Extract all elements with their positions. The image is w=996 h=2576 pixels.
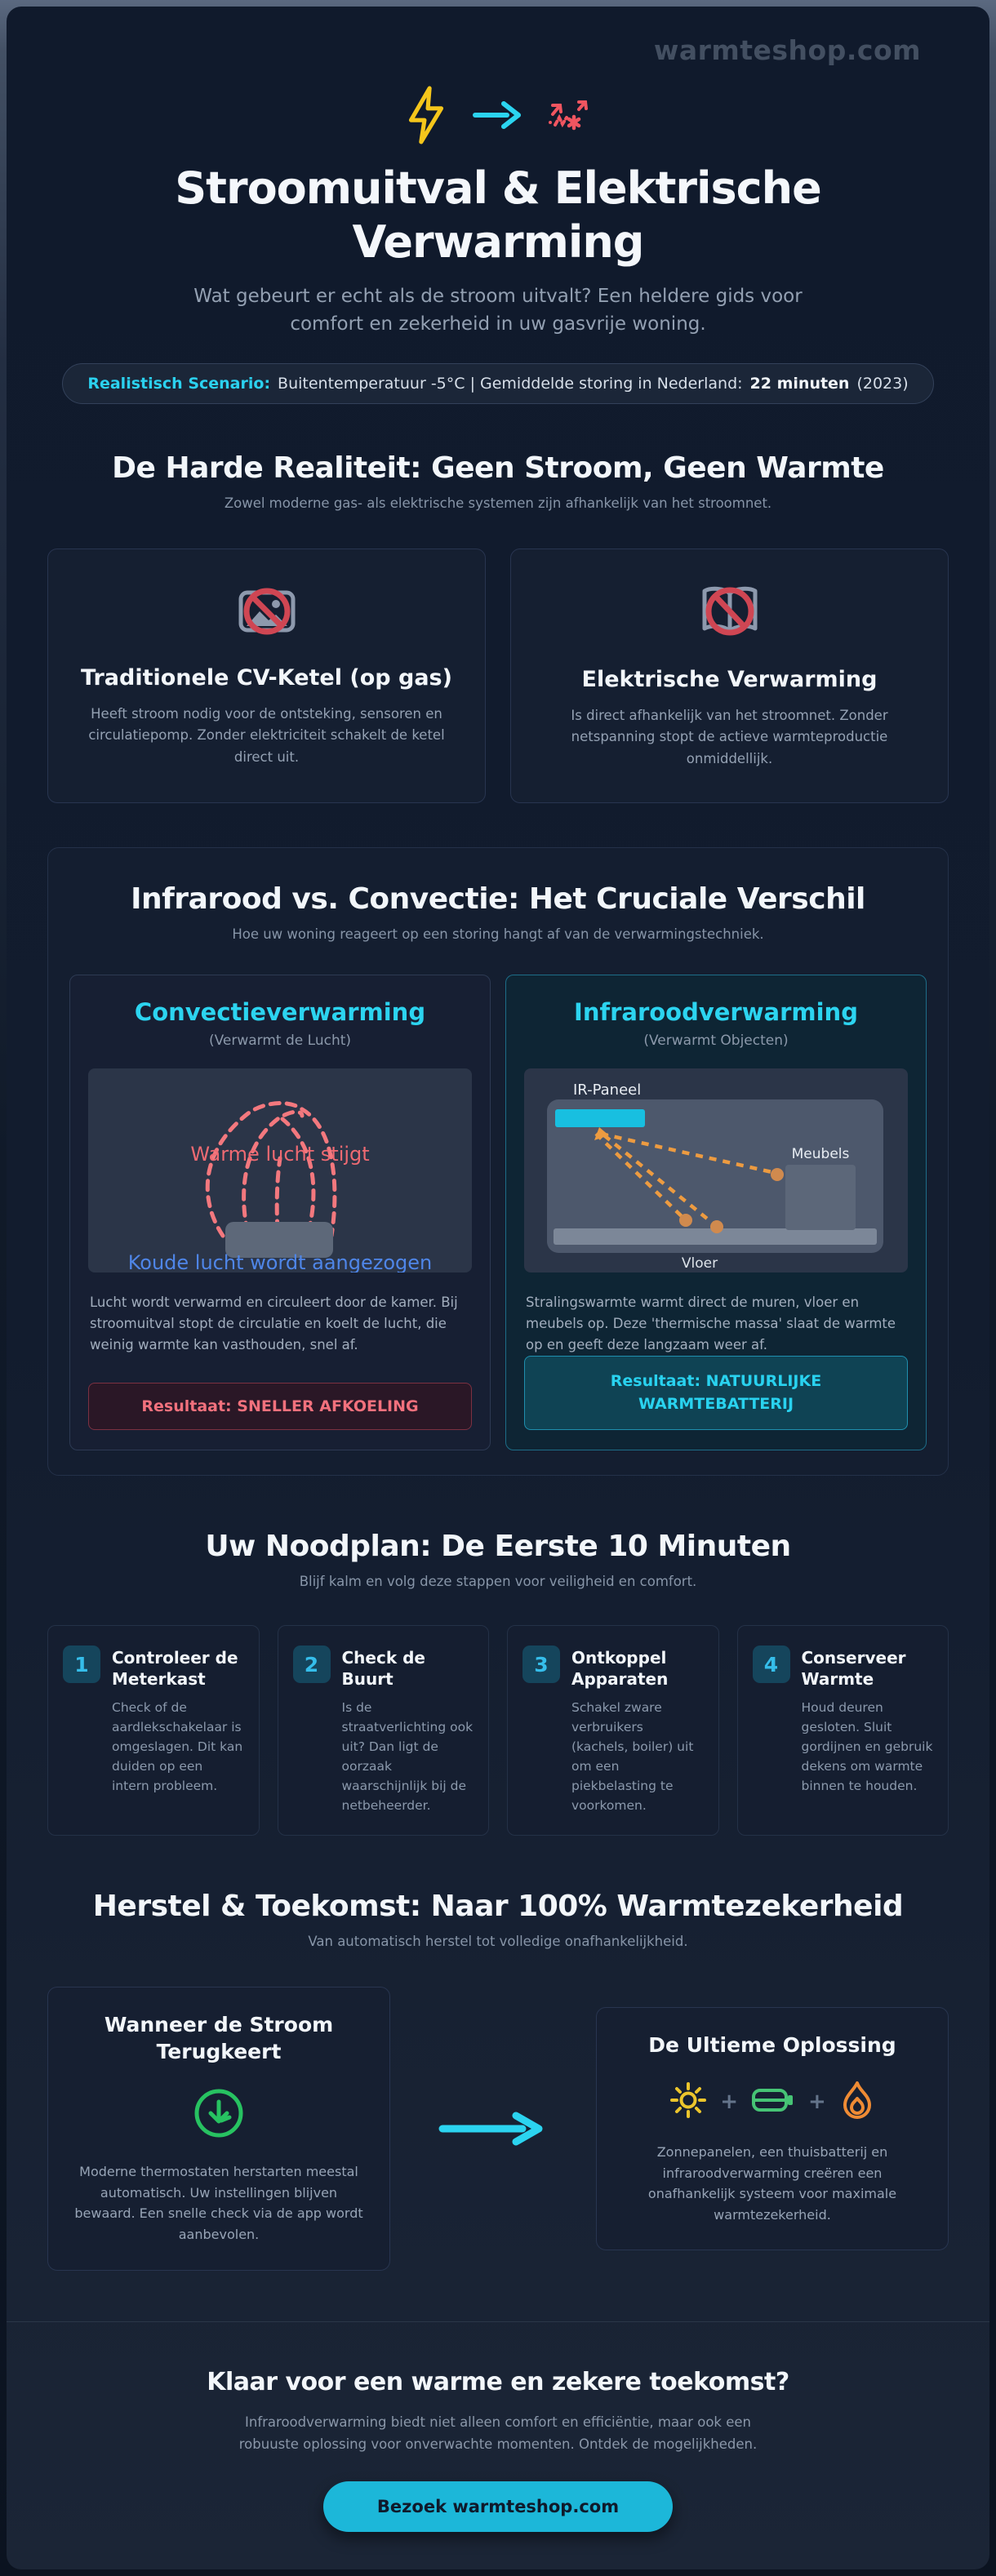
- scenario-text: Buitentemperatuur -5°C | Gemiddelde storing in Nederland:: [278, 374, 743, 393]
- card-convectie: [69, 975, 491, 1450]
- scenario-value: 22 minuten: [749, 374, 850, 393]
- scenario-year: (2023): [856, 374, 909, 393]
- ir-panel-label: IR-Paneel: [573, 1081, 642, 1099]
- convectie-subtitle: (Verwarmt de Lucht): [208, 1032, 352, 1049]
- convectie-result-badge: Resultaat: SNELLER AFKOELING: [88, 1383, 472, 1430]
- reality-heading: De Harde Realiteit: Geen Stroom, Geen Warmte: [112, 451, 884, 485]
- transition-arrow-icon: [398, 2110, 588, 2147]
- card-title: Elektrische Verwarming: [581, 666, 878, 692]
- card-text: Is direct afhankelijk van het stroomnet. Zonder netspanning stopt de actieve warmteproductie onmiddellijk.: [571, 707, 888, 766]
- step-text: Is de straatverlichting ook uit? Dan ligt de oorzaak waarschijnlijk bij de netbeheerder.: [341, 1700, 474, 1814]
- convectie-text: Lucht wordt verwarmd en circuleert door de kamer. Bij stroomuitval stopt de circulatie en koelt de lucht, die weinig warmte kan vasthouden, snel af.: [90, 1294, 458, 1353]
- card-text: Moderne thermostaten herstarten meestal automatisch. Uw instellingen blijven bewaard. Een snelle check via de app wordt aanbevolen.: [74, 2164, 363, 2243]
- step-text: Houd deuren gesloten. Sluit gordijnen en gebruik dekens om warmte binnen te houden.: [801, 1700, 933, 1794]
- card-text: Heeft stroom nodig voor de ontsteking, sensoren en circulatiepomp. Zonder elektriciteit schakelt de ketel direct uit.: [88, 705, 445, 765]
- broken-image-icon: [235, 625, 299, 641]
- scenario-label: Realistisch Scenario:: [87, 374, 271, 393]
- sun-icon: [669, 2081, 707, 2122]
- flame-icon: [839, 2080, 875, 2124]
- footer-divider: [7, 2321, 989, 2322]
- card-ultieme-oplossing: [596, 2007, 949, 2251]
- section-compare: [47, 847, 949, 1476]
- step-text: Schakel zware verbruikers (kachels, boiler) uit om een piekbelasting te voorkomen.: [571, 1700, 694, 1814]
- card-stroom-terugkeert: [47, 1987, 390, 2270]
- infographic-page: [7, 7, 989, 2569]
- card-text: Zonnepanelen, een thuisbatterij en infraroodverwarming creëren een onafhankelijk systeem voor maximale warmtezekerheid.: [647, 2144, 897, 2223]
- step-card-4: [737, 1625, 949, 1836]
- card-elektrische-verwarming: [510, 549, 949, 803]
- cold-air-label: Koude lucht wordt aangezogen: [127, 1250, 433, 1272]
- header-icon-row: [47, 85, 949, 149]
- step-card-1: [47, 1625, 260, 1836]
- step-number-badge: 3: [522, 1646, 560, 1683]
- herstel-heading: Herstel & Toekomst: Naar 100% Warmtezekerheid: [92, 1890, 904, 1924]
- footer-cta: [47, 2368, 949, 2532]
- plus-sign: +: [720, 2090, 738, 2115]
- infrarood-text: Stralingswarmte warmt direct de muren, vloer en meubels op. Deze 'thermische massa' slaat de warmte op en geeft deze langzaam weer af.: [526, 1294, 896, 1353]
- restart-icon: [69, 2086, 368, 2143]
- page-title: Stroomuitval & Elektrische Verwarming: [175, 162, 821, 268]
- arrow-right-icon: [471, 98, 523, 135]
- reality-subheading: Zowel moderne gas- als elektrische systemen zijn afhankelijk van het stroomnet.: [224, 495, 772, 511]
- card-cv-ketel: [47, 549, 486, 803]
- compare-heading: Infrarood vs. Convectie: Het Cruciale Verschil: [131, 882, 865, 916]
- cta-text: Infraroodverwarming biedt niet alleen comfort en efficiëntie, maar ook een robuuste oplossing voor onverwachte momenten. Ontdek de mogelijkheden.: [238, 2414, 758, 2452]
- infrarood-subtitle: (Verwarmt Objecten): [643, 1032, 789, 1049]
- compare-subheading: Hoe uw woning reageert op een storing hangt af van de verwarmingstechniek.: [232, 926, 764, 942]
- furniture-label: Meubels: [791, 1145, 850, 1162]
- floor-label: Vloer: [681, 1255, 718, 1272]
- step-text: Check of de aardlekschakelaar is omgeslagen. Dit kan duiden op een intern probleem.: [112, 1700, 243, 1794]
- site-watermark: warmteshop.com: [653, 34, 921, 66]
- step-number-badge: 1: [63, 1646, 100, 1683]
- step-number-badge: 2: [293, 1646, 331, 1683]
- battery-icon: [751, 2085, 795, 2119]
- step-card-3: [507, 1625, 719, 1836]
- cta-heading: Klaar voor een warme en zekere toekomst?: [207, 2367, 789, 2396]
- step-title: Conserveer Warmte: [801, 1648, 906, 1690]
- convectie-diagram: [88, 1068, 472, 1272]
- visit-website-button[interactable]: Bezoek warmteshop.com: [323, 2481, 673, 2532]
- noodplan-subheading: Blijf kalm en volg deze stappen voor veiligheid en comfort.: [299, 1574, 697, 1590]
- noodplan-heading: Uw Noodplan: De Eerste 10 Minuten: [205, 1530, 791, 1564]
- herstel-subheading: Van automatisch herstel tot volledige onafhankelijkheid.: [308, 1934, 688, 1950]
- card-title: Traditionele CV-Ketel (op gas): [81, 664, 452, 691]
- card-title: De Ultieme Oplossing: [648, 2032, 896, 2057]
- section-noodplan: [47, 1530, 949, 1836]
- convectie-title: Convectieverwarming: [134, 997, 426, 1026]
- scenario-banner: [62, 363, 933, 404]
- lightning-bolt-icon: [402, 85, 450, 149]
- step-number-badge: 4: [753, 1646, 790, 1683]
- card-title: Wanneer de Stroom Terugkeert: [104, 2013, 334, 2063]
- section-reality: [47, 451, 949, 803]
- step-title: Controleer de Meterkast: [112, 1648, 238, 1690]
- plus-sign: +: [808, 2090, 826, 2115]
- step-title: Check de Buurt: [341, 1648, 425, 1690]
- step-card-2: [278, 1625, 490, 1836]
- broken-freeze-icon: [545, 95, 594, 138]
- warm-air-label: Warme lucht stijgt: [190, 1142, 370, 1166]
- page-subtitle: Wat gebeurt er echt als de stroom uitvalt? Een heldere gids voor comfort en zekerheid in uw gasvrije woning.: [193, 285, 803, 335]
- infrarood-result-badge: Resultaat: NATUURLIJKE WARMTEBATTERIJ: [524, 1356, 908, 1430]
- section-herstel: [47, 1890, 949, 2270]
- infrarood-title: Infraroodverwarming: [574, 997, 858, 1026]
- card-infrarood: [505, 975, 927, 1450]
- infrarood-diagram: [524, 1068, 908, 1272]
- broken-book-icon: [697, 627, 763, 642]
- step-title: Ontkoppel Apparaten: [571, 1648, 669, 1690]
